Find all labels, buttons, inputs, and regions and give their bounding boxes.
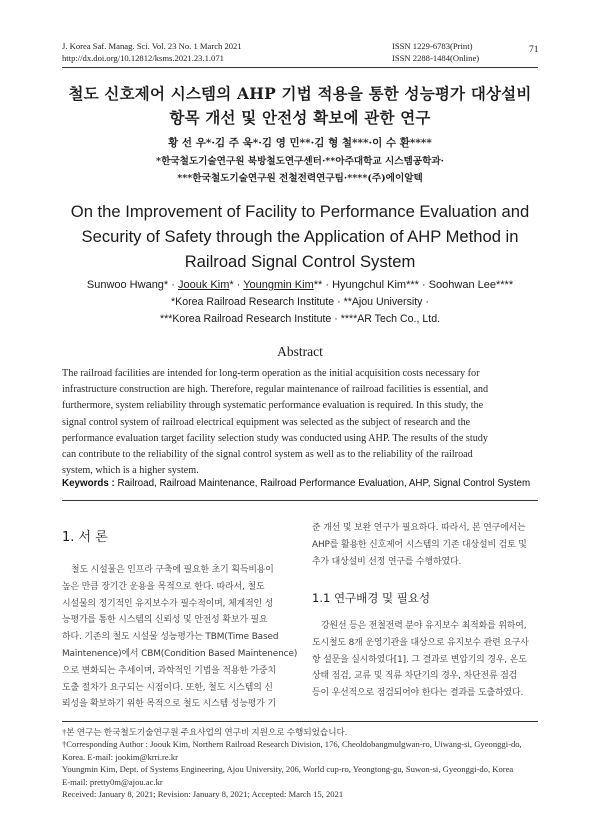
author-hwang: Sunwoo Hwang* — [86, 279, 169, 291]
body-line: 등이 우선적으로 점검되어야 한다는 결과를 도출하였다. — [312, 688, 524, 699]
author-separator: · — [233, 279, 244, 291]
abstract-line: infrastructure construction are high. Therefore, regular maintenance of railroad facilities is essential, and — [62, 384, 489, 396]
section-1-heading: 1. 서 론 — [62, 530, 108, 545]
footnote-email[interactable]: E-mail: pretty0m@ajou.ac.kr — [62, 776, 163, 787]
keywords — [62, 478, 540, 489]
author-kim-youngmin-mark: ** — [313, 279, 323, 291]
body-line: 높은 만큼 장기간 운용을 목적으로 한다. 따라서, 철도 — [62, 581, 265, 592]
footnote-email[interactable]: Korea. E-mail: jookim@krri.re.kr — [62, 751, 179, 762]
footnote-corresponding-author: †Corresponding Author : Joouk Kim, Northern Railroad Research Division, 176, Cheoldobangmulgwan-ro, Uiwang-si, Gyeonggi-do, — [62, 739, 522, 750]
korean-authors: 황 선 우*·김 주 욱*·김 영 민**·김 형 철***·이 수 환**** — [168, 137, 432, 149]
header-rule — [62, 67, 538, 68]
author-kim-hyungchul: Hyungchul Kim*** — [332, 279, 419, 291]
keywords-list: Railroad, Railroad Maintenance, Railroad Performance Evaluation, AHP, Signal Control System — [117, 478, 531, 489]
body-line: 강원선 등은 전철전력 분야 유지보수 최적화를 위하여, — [321, 621, 527, 631]
body-line: AHP를 활용한 신호제어 시스템의 기존 대상설비 검토 및 — [312, 539, 527, 550]
body-line: 상태 점검, 교류 및 직류 차단기의 경우, 차단전류 점검 — [312, 671, 518, 682]
abstract-heading: Abstract — [277, 344, 323, 359]
footnote-coauthor: Youngmin Kim, Dept. of Systems Engineering, Ajou University, 206, World cup-ro, Yeongtong-gu, Suwon-si, Gyeonggi-do, Korea — [62, 764, 514, 775]
abstract-rule — [62, 500, 538, 501]
body-line: 뢰성을 확보하기 위한 목적으로 철도 시스템 성능평가 기 — [62, 699, 276, 710]
author-lee: Soohwan Lee**** — [428, 279, 514, 291]
english-affiliation-line2: ***Korea Railroad Research Institute · ****AR Tech Co., Ltd. — [159, 313, 441, 325]
body-line: 철도 시설물은 인프라 구축에 필요한 초기 획득비용이 — [71, 565, 274, 575]
abstract-line: can contribute to the reliability of the signal control system as well as to the reliability of the railroad — [62, 449, 473, 461]
korean-affiliation-line2: ***한국철도기술연구원 전철전력연구팀·****(주)에이알텍 — [177, 173, 423, 184]
issn-print: ISSN 1229-6783(Print) — [392, 41, 473, 51]
body-line: 준 개선 및 보완 연구가 필요하다. 따라서, 본 연구에서는 — [312, 523, 526, 533]
abstract-line: The railroad facilities are intended for long-term operation as the initial acquisition costs necessary for — [62, 368, 480, 379]
body-line: 항 설문을 실시하였다[1]. 그 결과로 변압기의 경우, 온도 — [312, 654, 527, 665]
doi-link[interactable]: http://dx.doi.org/10.12812/ksms.2021.23.1.071 — [62, 53, 224, 63]
english-title-line3: Railroad Signal Control System — [184, 252, 416, 271]
abstract-line: signal control system of railroad electrical equipment was selected as the subject of research and the — [62, 416, 471, 428]
section-1-left-column — [62, 562, 298, 713]
korean-title-line1: 철도 신호제어 시스템의 AHP 기법 적용을 통한 성능평가 대상설비 — [68, 84, 532, 103]
korean-affiliation-line1: *한국철도기술연구원 북방철도연구센터·**아주대학교 시스템공학과· — [156, 156, 444, 167]
body-line: 도출 절차가 요구되는 시점이다. 또한, 철도 시스템의 신 — [62, 682, 273, 693]
korean-title-line2: 항목 개선 및 안전성 확보에 관한 연구 — [169, 108, 431, 127]
english-title-line1: On the Improvement of Facility to Performance Evaluation and — [70, 202, 530, 221]
abstract-body — [62, 366, 540, 479]
body-line: 능평가를 통한 시스템의 신뢰성 및 안전성 확보가 필요 — [62, 615, 268, 626]
footnote-dates: Received: January 8, 2021; Revision: January 8, 2021; Accepted: March 15, 2021 — [62, 789, 344, 800]
author-separator: · — [322, 279, 333, 291]
footnote-funding: †본 연구는 한국철도기술연구원 주요사업의 연구비 지원으로 수행되었습니다. — [62, 727, 347, 737]
subsection-1-1-heading: 1.1 연구배경 및 필요성 — [312, 591, 431, 605]
issn-online: ISSN 2288-1484(Online) — [392, 53, 480, 63]
section-1-right-column-bottom — [312, 618, 542, 702]
journal-citation: J. Korea Saf. Manag. Sci. Vol. 23 No. 1 March 2021 — [62, 41, 242, 51]
body-line: 도시철도 8개 운영기관을 대상으로 유지보수 관련 요구사 — [312, 637, 529, 648]
abstract-line: performance evaluation target facility selection study was conducted using AHP. The results of the study — [62, 432, 488, 444]
abstract-line: furthermore, system reliability through systematic performance evaluation is required. In this study, the — [62, 400, 484, 412]
page-number: 71 — [529, 45, 539, 55]
footnote-rule — [62, 721, 538, 722]
section-1-right-column-top — [312, 520, 542, 570]
english-title-line2: Security of Safety through the Application of AHP Method in — [81, 227, 519, 246]
author-separator: · — [168, 279, 178, 291]
author-kim-youngmin: Youngmin Kim — [243, 279, 314, 291]
footnotes — [62, 726, 542, 800]
english-authors — [40, 279, 560, 291]
body-line: 시설물의 정기적인 유지보수가 필수적이며, 체계적인 성 — [62, 598, 274, 609]
body-line: Maintenence)에서 CBM(Condition Based Maintenence) — [62, 648, 298, 659]
author-kim-joouk: Joouk Kim — [178, 279, 230, 291]
body-line: 하다. 기존의 철도 시설물 성능평가는 TBM(Time Based — [62, 632, 279, 643]
author-separator: · — [418, 279, 429, 291]
body-line: 으로 변화되는 추세이며, 과학적인 기법을 적용한 가중치 — [62, 665, 276, 676]
keywords-label: Keywords : — [62, 478, 118, 489]
abstract-line: system, which is a higher system. — [62, 465, 199, 477]
body-line: 추가 대상설비 선정 연구를 수행하였다. — [312, 556, 462, 567]
author-kim-joouk-mark: * — [229, 279, 234, 291]
english-affiliation-line1: *Korea Railroad Research Institute · **Ajou University · — [171, 296, 429, 308]
